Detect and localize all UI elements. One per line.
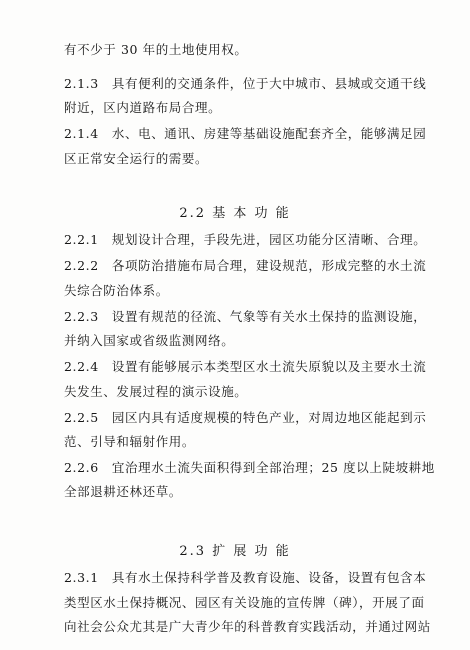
clause-2-2-3-line-1: 2.2.3 设置有规范的径流、气象等有关水土保持的监测设施，	[64, 309, 427, 324]
clause-2-3-1-line-3: 向社会公众尤其是广大青少年的科普教育实践活动，并通过网站	[64, 619, 431, 634]
clause-2-3-1-line-2: 类型区水土保持概况、园区有关设施的宣传牌（碑），开展了面	[64, 595, 425, 610]
clause-2-2-1: 2.2.1 规划设计合理，手段先进，园区功能分区清晰、合理。	[64, 232, 427, 247]
clause-2-1-4-line-2: 区正常安全运行的需要。	[64, 151, 209, 166]
section-heading-2-2: 2.2 基 本 功 能	[179, 206, 291, 221]
clause-2-2-4-line-1: 2.2.4 设置有能够展示本类型区水土流失原貌以及主要水土流	[64, 359, 427, 374]
clause-2-2-4-line-2: 失发生、发展过程的演示设施。	[64, 384, 248, 399]
clause-2-2-6-line-1: 2.2.6 宜治理水土流失面积得到全部治理；25 度以上陡坡耕地	[64, 460, 435, 475]
clause-2-1-3-line-2: 附近，区内道路布局合理。	[64, 100, 222, 115]
clause-2-3-1-line-1: 2.3.1 具有水土保持科学普及教育设施、设备，设置有包含本	[64, 570, 427, 585]
clause-2-1-4-line-1: 2.1.4 水、电、通讯、房建等基础设施配套齐全，能够满足园	[64, 126, 427, 141]
clause-2-2-5-line-2: 范、引导和辐射作用。	[64, 434, 196, 449]
paragraph-line: 有不少于 30 年的土地使用权。	[64, 42, 248, 57]
clause-2-2-2-line-2: 失综合防治体系。	[64, 283, 169, 298]
section-heading-2-3: 2.3 扩 展 功 能	[179, 544, 291, 559]
clause-2-2-6-line-2: 全部退耕还林还草。	[64, 484, 182, 499]
clause-2-2-2-line-1: 2.2.2 各项防治措施布局合理，建设规范，形成完整的水土流	[64, 258, 427, 273]
clause-2-2-5-line-1: 2.2.5 园区内具有适度规模的特色产业，对周边地区能起到示	[64, 410, 427, 425]
clause-2-2-3-line-2: 并纳入国家或省级监测网络。	[64, 333, 235, 348]
clause-2-1-3-line-1: 2.1.3 具有便利的交通条件，位于大中城市、县城或交通干线	[64, 76, 427, 91]
